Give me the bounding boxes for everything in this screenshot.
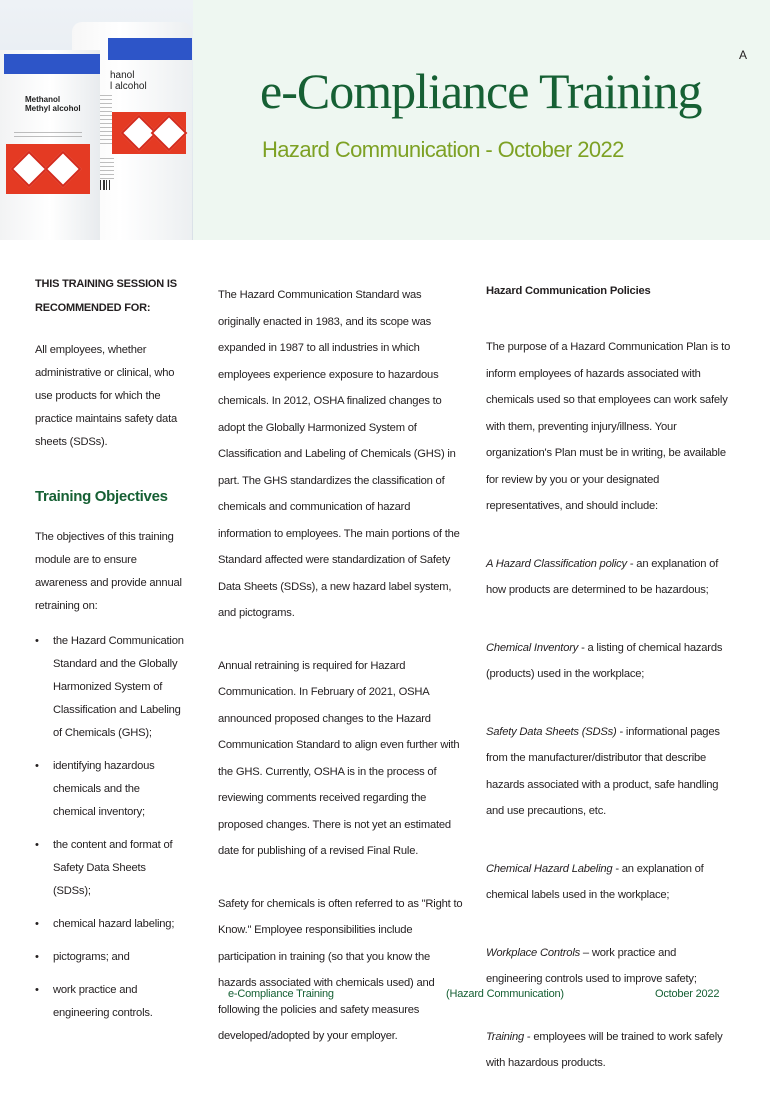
policy-item: [486, 1024, 732, 1077]
policy-term: Training: [486, 1030, 524, 1043]
bottle-back-label-name: hanol: [110, 70, 135, 81]
policy-item: [486, 856, 732, 909]
policy-term: Safety Data Sheets (SDSs): [486, 725, 617, 738]
objective-item: • identifying hazardous chemicals and the chemical inventory;: [35, 755, 185, 824]
corner-letter: A: [739, 48, 748, 62]
policies-heading: Hazard Communication Policies: [486, 285, 651, 297]
policy-item: [486, 940, 732, 993]
page-footer: [0, 988, 770, 1008]
objectives-intro: The objectives of this training module are to ensure awareness and provide annual retraining on:: [35, 531, 182, 612]
policy-separator: -: [612, 862, 622, 875]
footer-left: e-Compliance Training: [228, 988, 334, 1000]
policy-description: informational pages from the manufacturer/distributor that describe hazards associated with a product, safe handling and use precautions, etc.: [486, 725, 720, 817]
bottle-back-blue-band: [108, 38, 192, 60]
policy-separator: -: [616, 725, 626, 738]
bottle-back-label: [110, 70, 147, 92]
bottle-back-label-synonym: l alcohol: [110, 81, 147, 92]
page-title: e-Compliance Training: [260, 63, 702, 119]
footer-right: October 2022: [655, 988, 720, 1000]
bottle-front-label-synonym: Methyl alcohol: [25, 104, 81, 113]
recommended-text: All employees, whether administrative or clinical, who use products for which the practice maintains safety data sheets (SDSs).: [35, 344, 177, 448]
bottle-front-label-name: Methanol: [25, 95, 61, 104]
policy-description: work practice and engineering controls used to improve safety;: [486, 946, 697, 985]
page-subtitle: Hazard Communication - October 2022: [262, 137, 624, 162]
policy-item: [486, 635, 732, 688]
policy-term: Workplace Controls: [486, 946, 581, 959]
policy-separator: -: [524, 1030, 534, 1043]
policy-term: Chemical Inventory: [486, 641, 579, 654]
policy-item: [486, 719, 732, 825]
objective-item: • pictograms; and: [35, 946, 185, 969]
objective-item: • work practice and engineering controls.: [35, 979, 185, 1025]
recommended-heading: THIS TRAINING SESSION IS RECOMMENDED FOR:: [35, 278, 177, 314]
bottle-front-label: [25, 95, 81, 113]
policies-column: [486, 280, 732, 1108]
objectives-list: [35, 630, 185, 1025]
policy-description: employees will be trained to work safely with hazardous products.: [486, 1030, 723, 1069]
bottle-front-fine-print: [14, 132, 82, 138]
policy-term: A Hazard Classification policy: [486, 557, 627, 570]
middle-column: [218, 282, 464, 1076]
body-paragraph: The Hazard Communication Standard was originally enacted in 1983, and its scope was expanded in 1987 to all industries in which employees experience exposure to hazardous chemicals. In 2012, OSHA finalized changes to adopt the Globally Harmonized System of Classification and Labeling of Chemicals (GHS) in part. The GHS standardizes the classification of chemicals and communication of hazard information to employees. The main portions of the Standard affected were standardization of Safety Data Sheets (SDSs), a new hazard label system, and pictograms.: [218, 289, 460, 619]
chemical-bottles-photo: [0, 0, 193, 240]
objectives-heading: Training Objectives: [35, 488, 168, 505]
body-paragraph: Annual retraining is required for Hazard Communication. In February of 2021, OSHA announced proposed changes to the Hazard Communication Standard to align even further with the GHS. Currently, OSHA is in the process of reviewing comments received regarding the proposed changes. There is not yet an estimated date for publishing of a revised Final Rule.: [218, 659, 460, 857]
objective-item: • the Hazard Communication Standard and the Globally Harmonized System of Classification and Labeling of Chemicals (GHS);: [35, 630, 185, 745]
policy-separator: -: [578, 641, 588, 654]
policy-term: Chemical Hazard Labeling: [486, 862, 613, 875]
objective-item: • chemical hazard labeling;: [35, 913, 185, 936]
bottle-front-blue-band: [4, 54, 100, 74]
sidebar-column: [35, 272, 185, 1035]
footer-center: (Hazard Communication): [446, 988, 564, 1000]
policies-intro: The purpose of a Hazard Communication Plan is to inform employees of hazards associated with chemicals used so that employees can work safely with them, preventing injury/illness. Your organization's Plan must be in writing, be available for review by you or your designated representatives, and should include:: [486, 341, 731, 512]
objective-item: • the content and format of Safety Data Sheets (SDSs);: [35, 834, 185, 903]
policy-item: [486, 551, 732, 604]
policy-description: an explanation of chemical labels used in the workplace;: [486, 862, 704, 901]
header-banner: [0, 0, 770, 240]
policy-description: an explanation of how products are determined to be hazardous;: [486, 557, 719, 596]
policy-separator: –: [580, 946, 592, 959]
policy-description: a listing of chemical hazards (products) used in the workplace;: [486, 641, 723, 680]
policy-separator: -: [626, 557, 637, 570]
body-paragraph: Safety for chemicals is often referred to as "Right to Know." Employee responsibilities include participation in training (so that you know the hazards associated with chemicals used) and following the policies and safety measures developed/adopted by your employer.: [218, 897, 463, 1042]
